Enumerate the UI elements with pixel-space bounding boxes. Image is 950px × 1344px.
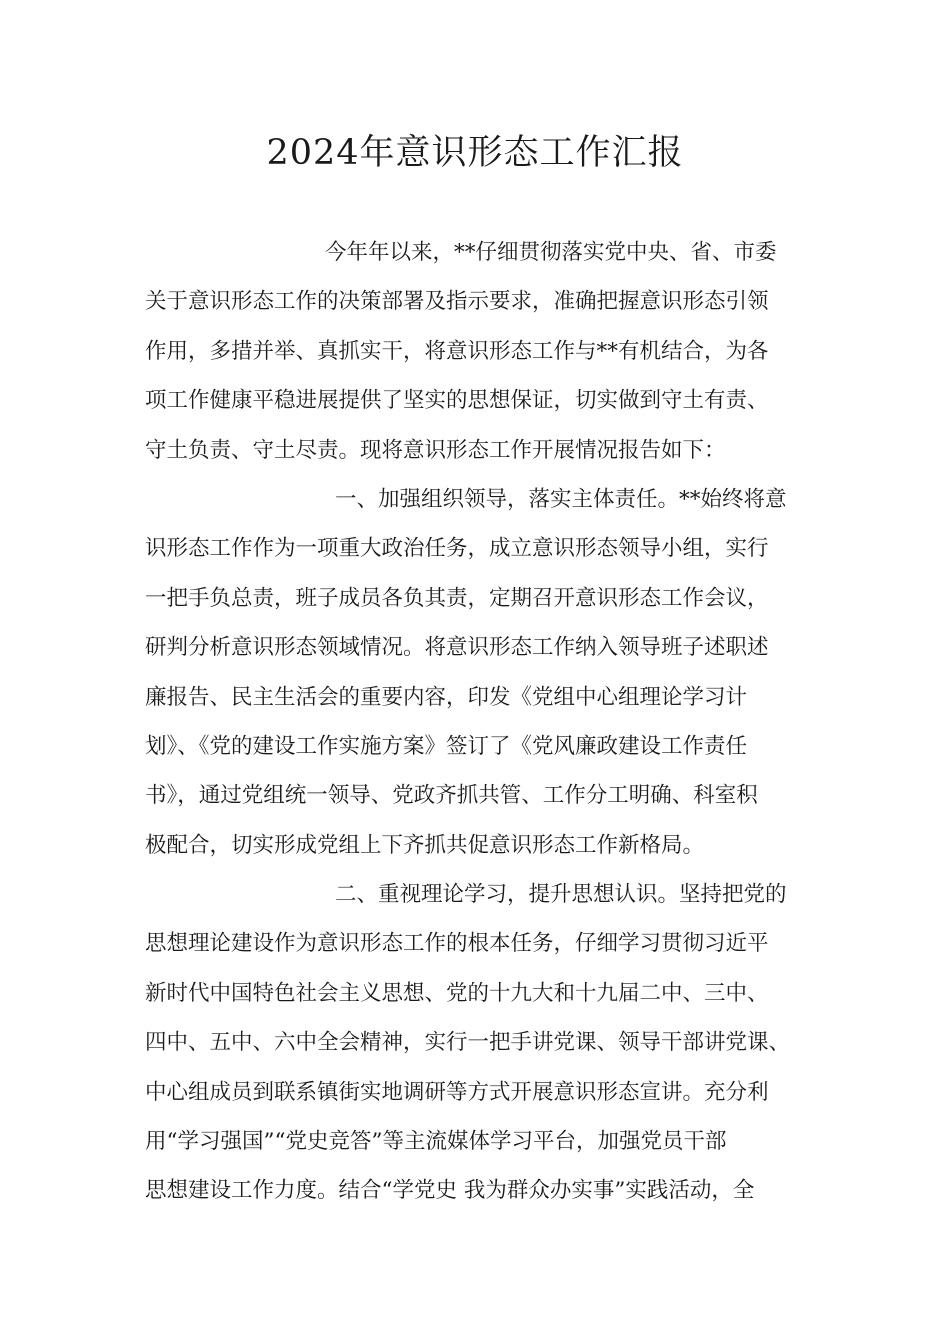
paragraph-line: 今年年以来，**仔细贯彻落实党中央、省、市委 xyxy=(325,240,777,265)
paragraph-line: 廉报告、民主生活会的重要内容，印发《党组中心组理论学习计 xyxy=(145,684,748,710)
paragraph-line: 新时代中国特色社会主义思想、党的十九大和十九届二中、三中、 xyxy=(145,980,769,1006)
document-title: 2024年意识形态工作汇报 xyxy=(266,133,684,173)
paragraph-line: 思想建设工作力度。结合“学党史 我为群众办实事”实践活动，全 xyxy=(145,1178,755,1204)
paragraph-line: 用“学习强国”“党史竞答”等主流媒体学习平台，加强党员干部 xyxy=(145,1129,727,1155)
paragraph-line: 关于意识形态工作的决策部署及指示要求，准确把握意识形态引领 xyxy=(145,289,769,315)
paragraph-line: 守土负责、守土尽责。现将意识形态工作开展情况报告如下： xyxy=(145,437,726,463)
paragraph-line: 划》、《党的建设工作实施方案》签订了《党风廉政建设工作责任 xyxy=(145,733,748,759)
paragraph-line: 一把手负总责，班子成员各负其责，定期召开意识形态工作会议， xyxy=(145,585,769,611)
paragraph-line: 研判分析意识形态领域情况。将意识形态工作纳入领导班子述职述 xyxy=(145,635,769,661)
paragraph-line: 四中、五中、六中全会精神，实行一把手讲党课、领导干部讲党课、 xyxy=(145,1030,791,1056)
paragraph-line: 识形态工作作为一项重大政治任务，成立意识形态领导小组，实行 xyxy=(145,536,769,562)
section-heading-line: 一、加强组织领导，落实主体责任。**始终将意 xyxy=(335,486,787,512)
paragraph-line: 书》，通过党组统一领导、党政齐抓共管、工作分工明确、科室积 xyxy=(145,783,758,809)
paragraph-line: 思想理论建设作为意识形态工作的根本任务，仔细学习贯彻习近平 xyxy=(145,931,769,957)
paragraph-line: 作用，多措并举、真抓实干，将意识形态工作与**有机结合，为各 xyxy=(145,338,769,364)
document-body xyxy=(145,228,815,1216)
paragraph-line: 中心组成员到联系镇街实地调研等方式开展意识形态宣讲。充分利 xyxy=(145,1079,769,1105)
section-heading-line: 二、重视理论学习，提升思想认识。坚持把党的 xyxy=(335,882,787,908)
paragraph-line: 极配合，切实形成党组上下齐抓共促意识形态工作新格局。 xyxy=(145,832,705,858)
paragraph-line: 项工作健康平稳进展提供了坚实的思想保证，切实做到守土有责、 xyxy=(145,388,769,414)
